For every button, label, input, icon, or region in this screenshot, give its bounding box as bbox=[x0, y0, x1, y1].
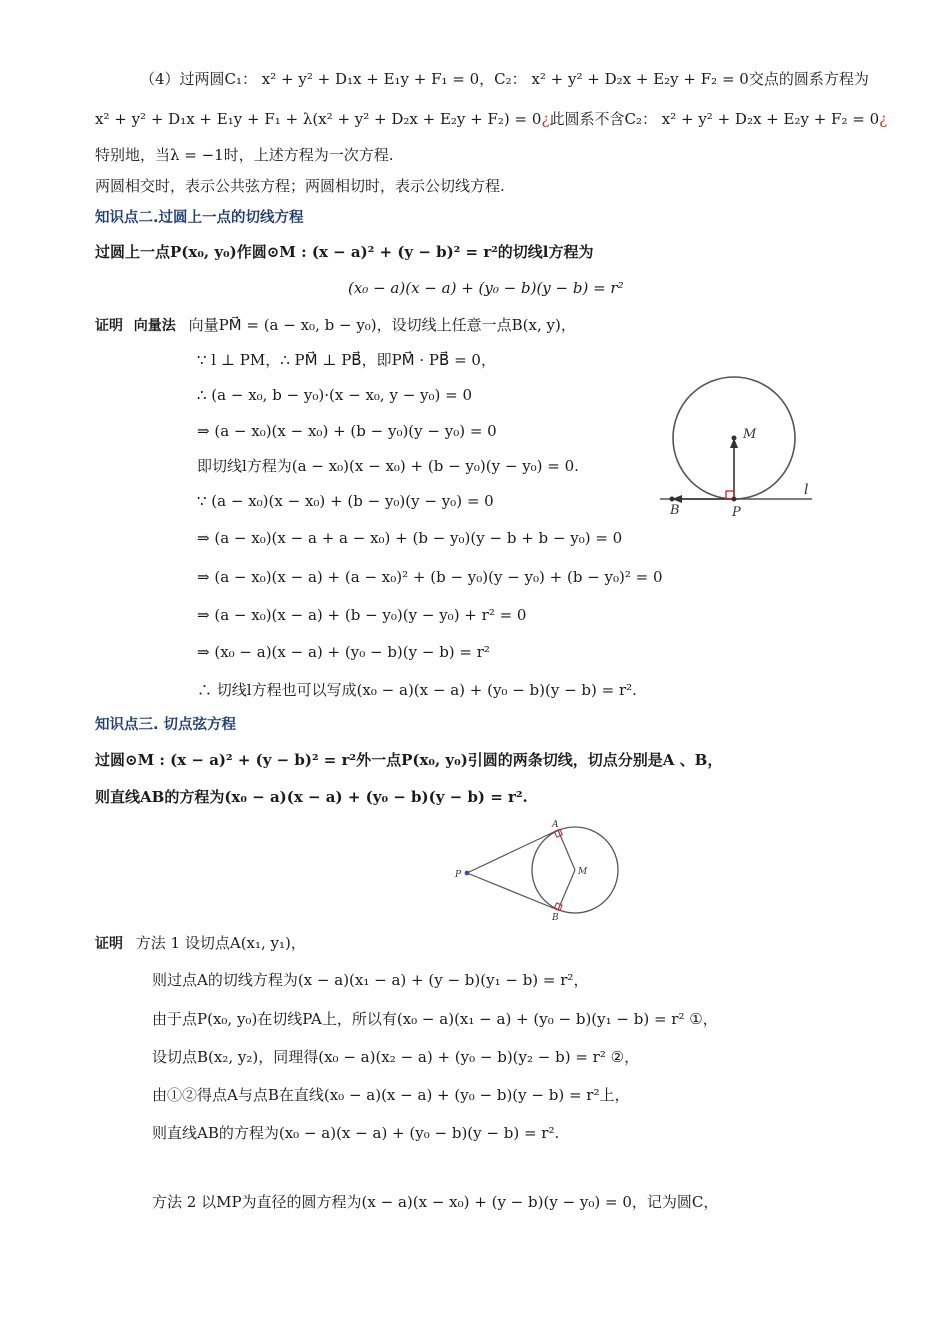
proof-step: 设切点B(x₂, y₂)，同理得(x₀ − a)(x₂ − a) + (y₀ − b)(y₂ − b) = r² ②， bbox=[152, 1048, 640, 1066]
proof-step: ∴ 切线l方程也可以写成(x₀ − a)(x − a) + (y₀ − b)(y − b) = r². bbox=[197, 681, 637, 699]
circle-family-note: 此圆系不含C₂： x² + y² + D₂x + E₂y + F₂ = 0 bbox=[549, 110, 880, 128]
proof-step: 由于点P(x₀, y₀)在切线PA上，所以有(x₀ − a)(x₁ − a) + (y₀ − b)(y₁ − b) = r² ①， bbox=[152, 1010, 718, 1028]
section-2-title: 知识点二.过圆上一点的切线方程 bbox=[95, 210, 304, 226]
proof-step: ⇒ (a − x₀)(x − a) + (b − y₀)(y − y₀) + r² = 0 bbox=[197, 606, 527, 624]
proof-step: ∵ (a − x₀)(x − x₀) + (b − y₀)(y − y₀) = 0 bbox=[197, 492, 494, 510]
point-m bbox=[732, 436, 737, 441]
proof-label: 证明 bbox=[95, 936, 123, 952]
proof-step: 由①②得点A与点B在直线(x₀ − a)(x − a) + (y₀ − b)(y − b) = r²上， bbox=[152, 1086, 630, 1104]
point-p bbox=[465, 871, 470, 876]
point-b bbox=[670, 497, 675, 502]
section-2-statement: 过圆上一点P(x₀, y₀)作圆⊙M : (x − a)² + (y − b)² = r²的切线l方程为 bbox=[95, 243, 594, 261]
tangent-pa bbox=[467, 830, 558, 873]
proof-step: ∴ (a − x₀, b − y₀)·(x − x₀, y − y₀) = 0 bbox=[197, 386, 473, 404]
tangent-figure bbox=[650, 370, 850, 530]
proof-step: ∵ l ⊥ PM，∴ PM⃗ ⊥ PB⃗，即PM⃗ · PB⃗ = 0， bbox=[197, 351, 496, 369]
proof-first-line: 方法 1 设切点A(x₁, y₁)， bbox=[135, 934, 306, 952]
section-3-statement-1: 过圆⊙M : (x − a)² + (y − b)² = r²外一点P(x₀, y₀)引圆的两条切线，切点分别是A 、B， bbox=[95, 751, 723, 769]
section-3-proof-intro bbox=[95, 932, 306, 955]
point-p bbox=[732, 497, 737, 502]
label-l: l bbox=[804, 482, 809, 498]
intro-line-1: （4）过两圆C₁： x² + y² + D₁x + E₁y + F₁ = 0，C₂： x² + y² + D₂x + E₂y + F₂ = 0交点的圆系方程为 bbox=[140, 70, 869, 88]
label-m: M bbox=[578, 867, 588, 877]
section-2-formula: (x₀ − a)(x − a) + (y₀ − b)(y − b) = r² bbox=[348, 279, 624, 297]
section-3-title: 知识点三. 切点弦方程 bbox=[95, 717, 237, 733]
garbled-mark: ¿ bbox=[541, 110, 550, 128]
label-b: B bbox=[552, 913, 559, 923]
label-p: P bbox=[455, 870, 462, 880]
label-b: B bbox=[670, 503, 680, 518]
chord-of-contact-figure bbox=[450, 818, 630, 928]
intro-line-4: 两圆相交时，表示公共弦方程；两圆相切时，表示公切线方程. bbox=[95, 177, 505, 195]
label-m: M bbox=[743, 427, 757, 442]
circle-family-equation: x² + y² + D₁x + E₁y + F₁ + λ(x² + y² + D₂x + E₂y + F₂) = 0 bbox=[95, 110, 542, 128]
proof-step: ⇒ (a − x₀)(x − a + a − x₀) + (b − y₀)(y − b + b − y₀) = 0 bbox=[197, 529, 623, 547]
proof-step: ⇒ (a − x₀)(x − x₀) + (b − y₀)(y − y₀) = 0 bbox=[197, 422, 497, 440]
proof-method: 向量法 bbox=[133, 318, 176, 334]
proof-first-line: 向量PM⃗ = (a − x₀, b − y₀)，设切线上任意一点B(x, y)， bbox=[188, 316, 576, 334]
section-3-statement-2: 则直线AB的方程为(x₀ − a)(x − a) + (y₀ − b)(y − b) = r². bbox=[95, 788, 528, 806]
tangent-pb bbox=[467, 873, 558, 910]
intro-line-3: 特别地，当λ = −1时，上述方程为一次方程. bbox=[95, 146, 394, 164]
label-a: A bbox=[552, 820, 559, 830]
proof-step: 即切线l方程为(a − x₀)(x − x₀) + (b − y₀)(y − y₀) = 0. bbox=[197, 457, 579, 475]
intro-line-2 bbox=[95, 108, 887, 130]
radius-mb bbox=[558, 870, 575, 910]
garbled-mark-2: ¿ bbox=[879, 110, 888, 128]
proof-label: 证明 bbox=[95, 318, 123, 334]
method-2-line: 方法 2 以MP为直径的圆方程为(x − a)(x − x₀) + (y − b)(y − y₀) = 0，记为圆C， bbox=[152, 1193, 719, 1211]
proof-step: ⇒ (x₀ − a)(x − a) + (y₀ − b)(y − b) = r² bbox=[197, 643, 490, 661]
proof-step: 则直线AB的方程为(x₀ − a)(x − a) + (y₀ − b)(y − b) = r². bbox=[152, 1124, 560, 1142]
radius-ma bbox=[558, 830, 575, 870]
label-p: P bbox=[732, 505, 741, 520]
proof-step: ⇒ (a − x₀)(x − a) + (a − x₀)² + (b − y₀)(y − y₀) + (b − y₀)² = 0 bbox=[197, 568, 663, 586]
proof-step: 则过点A的切线方程为(x − a)(x₁ − a) + (y − b)(y₁ − b) = r²， bbox=[152, 971, 589, 989]
section-2-proof-intro bbox=[95, 314, 576, 337]
